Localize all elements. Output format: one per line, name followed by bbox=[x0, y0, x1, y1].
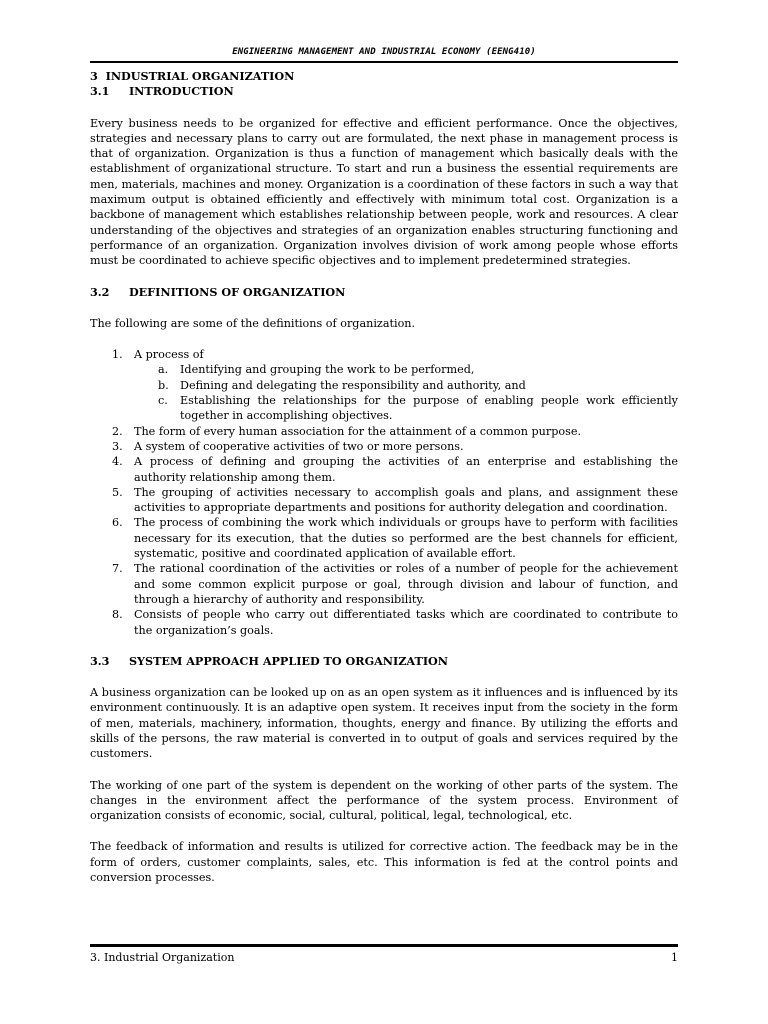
sub-list-item bbox=[134, 393, 678, 424]
list-number: 6. bbox=[112, 516, 123, 530]
list-item bbox=[90, 515, 678, 561]
section-number: 3.3 bbox=[90, 653, 110, 668]
list-item bbox=[90, 485, 678, 516]
list-text: The process of combining the work which individuals or groups have to perform with facilities necessary for its execution, that the duties so performed are the best channels for efficient, systematic, positive and coordinated application of available effort. bbox=[134, 516, 678, 561]
definitions-intro: The following are some of the definitions of organization. bbox=[90, 316, 416, 330]
chapter-number: 3 bbox=[90, 69, 98, 83]
sub-list bbox=[134, 362, 678, 423]
section-number: 3.2 bbox=[90, 284, 110, 299]
list-item bbox=[90, 607, 678, 638]
list-text: A system of cooperative activities of two or more persons. bbox=[134, 439, 464, 453]
system-paragraph-3: The feedback of information and results is utilized for corrective action. The feedback may be in the form of orders, customer complaints, sales, etc. This information is fed at the control points and conversion processes. bbox=[90, 840, 678, 885]
list-item bbox=[90, 454, 678, 485]
list-number: 3. bbox=[112, 439, 123, 453]
definitions-list bbox=[90, 347, 678, 638]
running-header: ENGINEERING MANAGEMENT AND INDUSTRIAL ECONOMY (EENG410) bbox=[232, 47, 536, 57]
sub-text: Identifying and grouping the work to be performed, bbox=[180, 363, 475, 377]
list-text: A process of bbox=[134, 348, 204, 362]
page-content bbox=[90, 69, 678, 885]
sub-letter: a. bbox=[158, 363, 169, 377]
sub-text: Establishing the relationships for the purpose of enabling people work efficiently together in accomplishing objectives. bbox=[180, 394, 678, 423]
list-number: 1. bbox=[112, 348, 123, 362]
list-item bbox=[90, 424, 678, 439]
sub-text: Defining and delegating the responsibility and authority, and bbox=[180, 378, 526, 392]
section-heading-3-3 bbox=[90, 654, 678, 669]
list-item bbox=[90, 561, 678, 607]
list-number: 8. bbox=[112, 608, 123, 622]
list-text: The grouping of activities necessary to accomplish goals and plans, and assignment these activities to appropriate departments and positions for authority delegation and coordination. bbox=[134, 485, 678, 515]
header-rule bbox=[90, 61, 678, 63]
chapter-title: INDUSTRIAL ORGANIZATION bbox=[105, 69, 295, 83]
list-text: Consists of people who carry out differentiated tasks which are coordinated to contribute to the organization’s goals. bbox=[134, 608, 678, 637]
list-number: 5. bbox=[112, 485, 123, 499]
footer-rule bbox=[90, 944, 678, 947]
list-number: 7. bbox=[112, 562, 123, 576]
section-title: SYSTEM APPROACH APPLIED TO ORGANIZATION bbox=[128, 653, 449, 668]
section-title: INTRODUCTION bbox=[128, 84, 234, 99]
section-heading-3-2 bbox=[90, 285, 678, 300]
sub-letter: b. bbox=[158, 378, 169, 392]
intro-paragraph: Every business needs to be organized for effective and efficient performance. Once the objectives, strategies and necessary plans to carry out are formulated, the next phase in management process is that of organization. Organization is thus a function of management which basically deals with the establishment of organizational structure. To start and run a business the essential requirements are men, materials, machines and money. Organization is a coordination of these factors in such a way that maximum output is obtained efficiently and effectively with minimum total cost. Organization is a backbone of management which establishes relationship between people, work and resources. A clear understanding of the objectives and strategies of an organization enables structuring functioning and performance of an organization. Organization involves division of work among people whose efforts must be coordinated to achieve specific objectives and to implement predetermined strategies. bbox=[90, 116, 678, 268]
chapter-heading bbox=[90, 69, 678, 84]
list-text: A process of defining and grouping the activities of an enterprise and establishing the authority relationship among them. bbox=[134, 455, 678, 484]
list-number: 2. bbox=[112, 424, 123, 438]
list-text: The rational coordination of the activities or roles of a number of people for the achievement and some common explicit purpose or goal, through division and labour of function, and through a hierarchy of authority and responsibility. bbox=[134, 562, 678, 606]
list-number: 4. bbox=[112, 455, 123, 469]
section-title: DEFINITIONS OF ORGANIZATION bbox=[128, 284, 346, 299]
page-number: 1 bbox=[671, 951, 678, 964]
sub-letter: c. bbox=[158, 394, 168, 408]
system-paragraph-2: The working of one part of the system is dependent on the working of other parts of the system. The changes in the environment affect the performance of the system process. Environment of organization consists of economic, social, cultural, political, legal, technological, etc. bbox=[90, 778, 678, 823]
list-text: The form of every human association for the attainment of a common purpose. bbox=[134, 424, 582, 438]
system-paragraph-1: A business organization can be looked up on as an open system as it influences and is influenced by its environment continuously. It is an adaptive open system. It receives input from the society in the form of men, materials, machinery, information, thoughts, energy and finance. By utilizing the efforts and skills of the persons, the raw material is converted in to output of goals and services required by the customers. bbox=[90, 686, 678, 761]
list-item bbox=[90, 347, 678, 423]
section-number: 3.1 bbox=[90, 84, 110, 99]
sub-list-item bbox=[134, 378, 678, 393]
section-heading-3-1 bbox=[90, 84, 678, 99]
sub-list-item bbox=[134, 362, 678, 377]
list-item bbox=[90, 439, 678, 454]
footer-chapter-label: 3. Industrial Organization bbox=[90, 951, 235, 964]
